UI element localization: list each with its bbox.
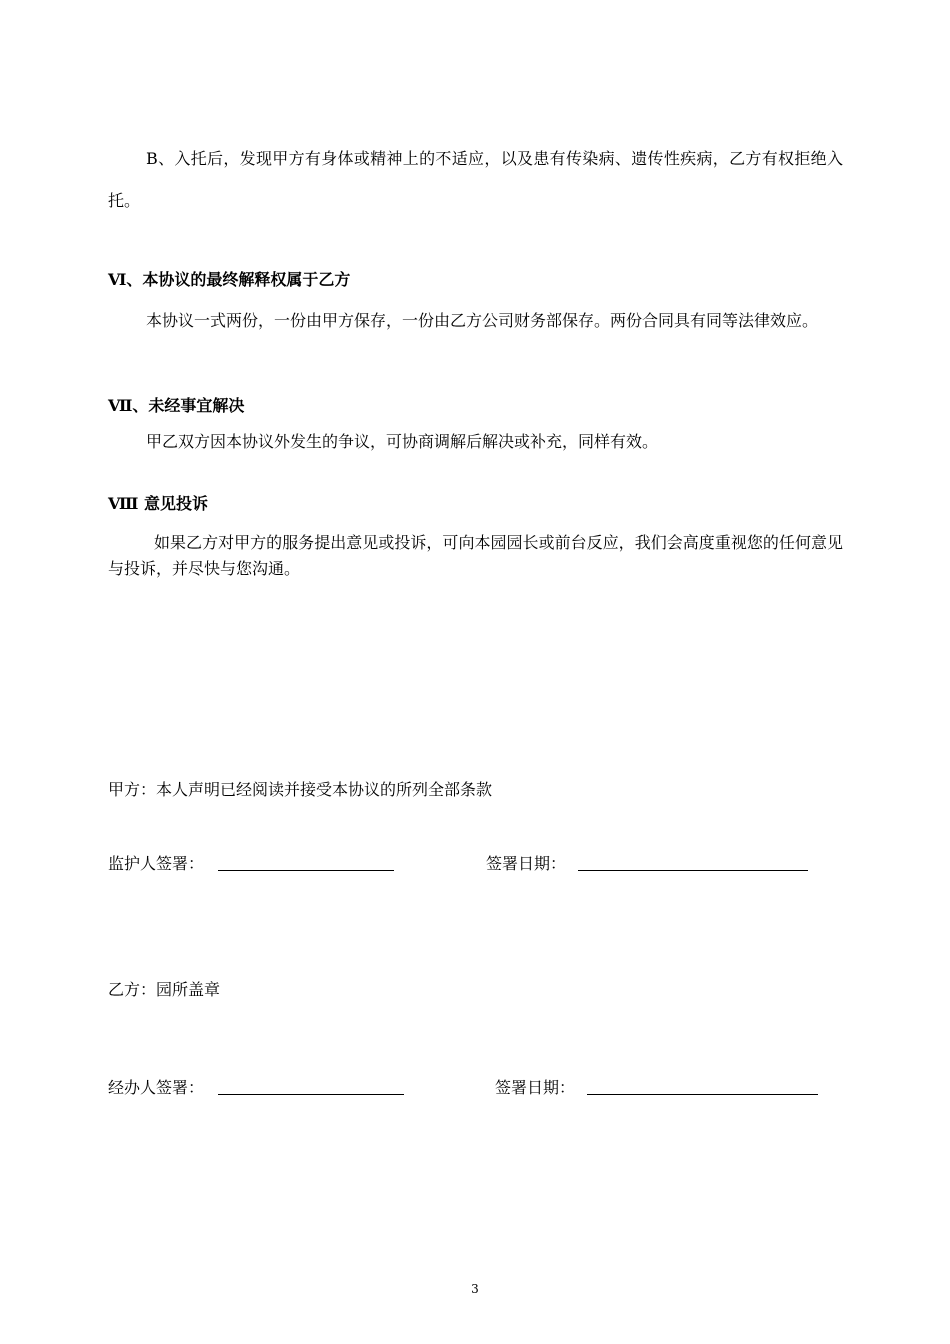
section-6-body: 本协议一式两份，一份由甲方保存，一份由乙方公司财务部保存。两份合同具有同等法律效应。 xyxy=(146,311,819,330)
party-a-date-row xyxy=(486,852,816,876)
guardian-signature-row xyxy=(108,852,408,876)
handler-signature-label: 经办人签署： xyxy=(108,1078,205,1097)
party-b-date-row xyxy=(495,1076,825,1100)
party-a-date-label: 签署日期： xyxy=(486,854,567,873)
page-number: 3 xyxy=(471,1282,479,1296)
guardian-signature-label: 监护人签署： xyxy=(108,854,205,873)
guardian-signature-line[interactable] xyxy=(218,852,394,871)
section-8-body: 如果乙方对甲方的服务提出意见或投诉，可向本园园长或前台反应，我们会高度重视您的任何意见与投诉，并尽快与您沟通。 xyxy=(108,533,843,578)
section-7-body: 甲乙双方因本协议外发生的争议，可协商调解后解决或补充，同样有效。 xyxy=(146,432,659,451)
handler-signature-line[interactable] xyxy=(218,1076,404,1095)
clause-b-paragraph: B、入托后，发现甲方有身体或精神上的不适应，以及患有传染病、遗传性疾病，乙方有权拒绝入托。 xyxy=(108,149,843,210)
section-7-heading: Ⅶ、未经事宜解决 xyxy=(108,396,245,415)
party-b-date-line[interactable] xyxy=(587,1076,818,1095)
party-a-statement: 甲方：本人声明已经阅读并接受本协议的所列全部条款 xyxy=(108,780,493,799)
party-a-date-line[interactable] xyxy=(578,852,808,871)
handler-signature-row xyxy=(108,1076,408,1100)
party-b-date-label: 签署日期： xyxy=(495,1078,576,1097)
section-6-heading: Ⅵ、本协议的最终解释权属于乙方 xyxy=(108,270,351,289)
section-8-heading: Ⅷ 意见投诉 xyxy=(108,494,208,513)
party-b-statement: 乙方：园所盖章 xyxy=(108,980,221,999)
